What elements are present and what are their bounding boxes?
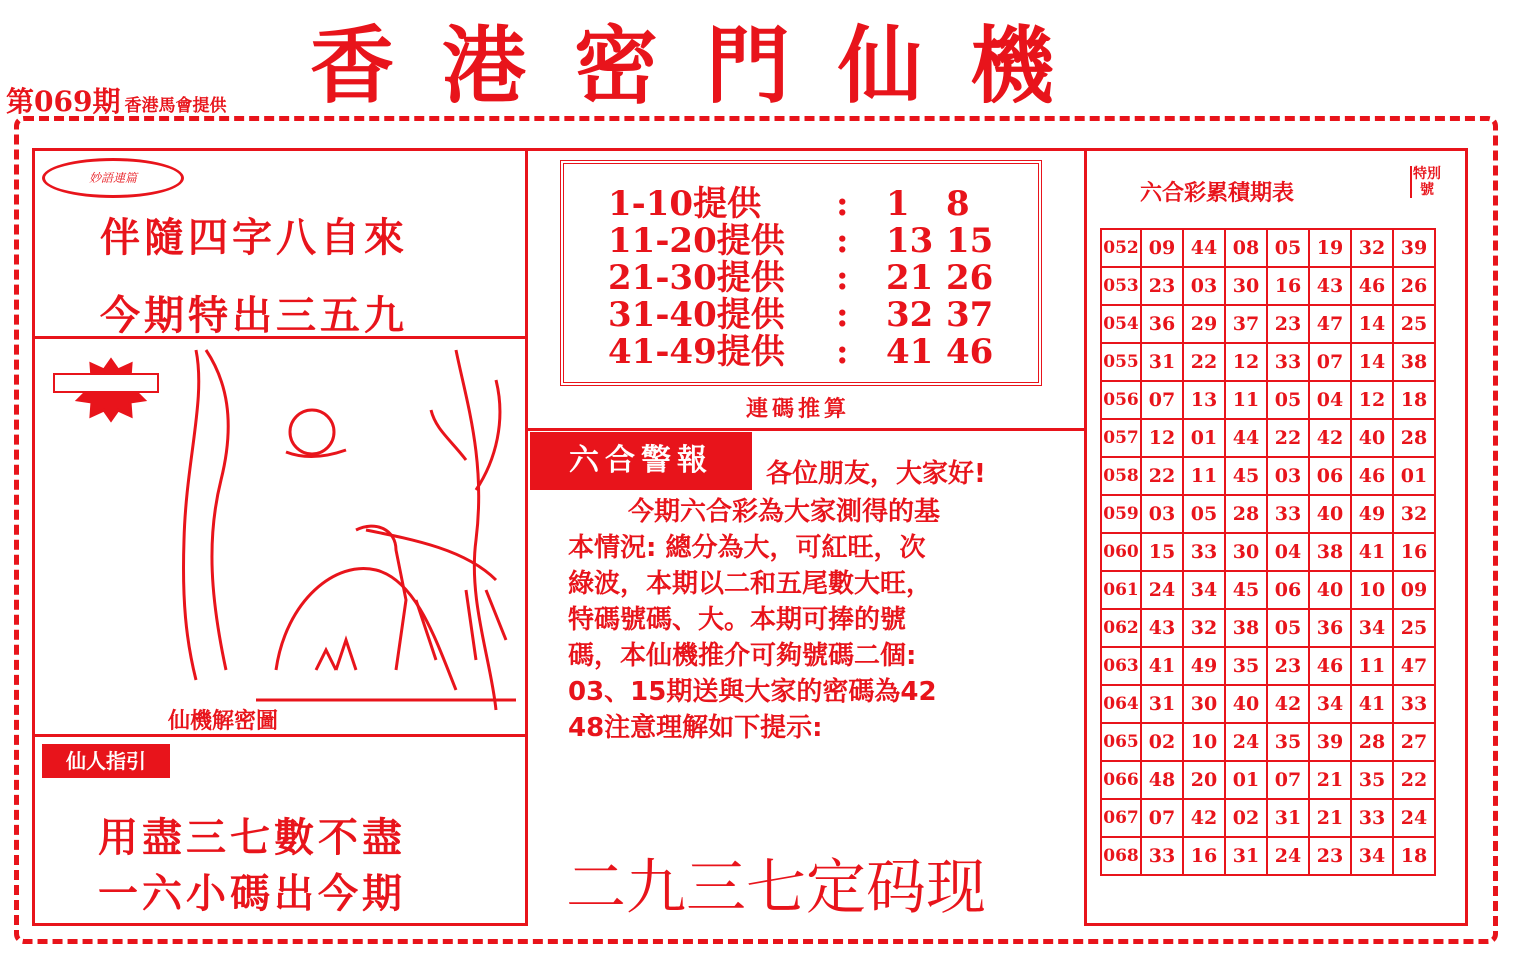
- special-label: 特別號: [1410, 166, 1442, 198]
- number-cell: 12: [1351, 381, 1393, 419]
- number-cell: 31: [1141, 685, 1183, 723]
- range-row: 1-10提供 : 1 8: [608, 184, 970, 224]
- number-cell: 22: [1141, 457, 1183, 495]
- number-cell: 36: [1309, 609, 1351, 647]
- table-row: [1101, 723, 1435, 761]
- table-row: [1101, 533, 1435, 571]
- number-cell: 34: [1351, 837, 1393, 875]
- table-row: [1101, 837, 1435, 875]
- number-cell: 23: [1267, 305, 1309, 343]
- special-number-cell: 09: [1393, 571, 1435, 609]
- special-number-cell: 24: [1393, 799, 1435, 837]
- page-title: 香港密門仙機: [310, 16, 1103, 115]
- number-cell: 07: [1141, 381, 1183, 419]
- number-cell: 01: [1225, 761, 1267, 799]
- number-cell: 12: [1225, 343, 1267, 381]
- number-cell: 19: [1309, 229, 1351, 267]
- number-cell: 33: [1183, 533, 1225, 571]
- special-number-cell: 27: [1393, 723, 1435, 761]
- verse-line-2: 今期特出三五九: [100, 293, 408, 339]
- period-cell: 066: [1101, 761, 1141, 799]
- number-cell: 41: [1141, 647, 1183, 685]
- alert-line: 今期六合彩為大家測得的基: [628, 497, 941, 527]
- number-cell: 05: [1267, 229, 1309, 267]
- special-number-cell: 25: [1393, 609, 1435, 647]
- alert-line: 綠波，本期以二和五尾數大旺，: [568, 569, 933, 599]
- number-cell: 41: [1351, 685, 1393, 723]
- table-row: [1101, 457, 1435, 495]
- special-number-cell: 32: [1393, 495, 1435, 533]
- alert-greeting: 各位朋友，大家好!: [766, 459, 986, 489]
- number-cell: 34: [1309, 685, 1351, 723]
- badge-ellipse: 妙語連篇: [42, 158, 184, 198]
- number-cell: 36: [1141, 305, 1183, 343]
- number-cell: 31: [1267, 799, 1309, 837]
- period-cell: 053: [1101, 267, 1141, 305]
- history-table: [1100, 228, 1436, 876]
- alert-line: 48注意理解如下提示:: [568, 713, 823, 743]
- special-number-cell: 22: [1393, 761, 1435, 799]
- table-row: [1101, 229, 1435, 267]
- period-cell: 061: [1101, 571, 1141, 609]
- period-cell: 054: [1101, 305, 1141, 343]
- number-cell: 07: [1141, 799, 1183, 837]
- number-cell: 09: [1141, 229, 1183, 267]
- number-cell: 28: [1351, 723, 1393, 761]
- number-cell: 20: [1183, 761, 1225, 799]
- number-cell: 39: [1309, 723, 1351, 761]
- picture-caption: 仙機解密圖: [168, 709, 279, 734]
- number-cell: 46: [1309, 647, 1351, 685]
- table-row: [1101, 647, 1435, 685]
- special-number-cell: 47: [1393, 647, 1435, 685]
- alert-line: 本情況: 總分為大，可紅旺，次: [568, 533, 926, 563]
- number-cell: 38: [1225, 609, 1267, 647]
- period-cell: 057: [1101, 419, 1141, 457]
- number-cell: 11: [1225, 381, 1267, 419]
- number-cell: 14: [1351, 343, 1393, 381]
- number-cell: 43: [1309, 267, 1351, 305]
- number-cell: 34: [1351, 609, 1393, 647]
- number-cell: 42: [1267, 685, 1309, 723]
- number-cell: 16: [1183, 837, 1225, 875]
- number-cell: 35: [1225, 647, 1267, 685]
- period-cell: 055: [1101, 343, 1141, 381]
- middle-column-border: [528, 148, 1084, 151]
- guide-tag: 仙人指引: [42, 744, 170, 778]
- number-cell: 31: [1225, 837, 1267, 875]
- period-cell: 058: [1101, 457, 1141, 495]
- special-number-cell: 01: [1393, 457, 1435, 495]
- period-cell: 052: [1101, 229, 1141, 267]
- number-cell: 02: [1141, 723, 1183, 761]
- number-cell: 05: [1267, 381, 1309, 419]
- range-row: 31-40提供 : 32 37: [608, 295, 994, 335]
- number-cell: 06: [1309, 457, 1351, 495]
- number-cell: 49: [1351, 495, 1393, 533]
- number-cell: 42: [1183, 799, 1225, 837]
- number-cell: 05: [1267, 609, 1309, 647]
- number-cell: 32: [1183, 609, 1225, 647]
- number-cell: 38: [1309, 533, 1351, 571]
- number-cell: 13: [1183, 381, 1225, 419]
- number-cell: 30: [1225, 533, 1267, 571]
- number-cell: 23: [1309, 837, 1351, 875]
- number-cell: 03: [1267, 457, 1309, 495]
- number-cell: 42: [1309, 419, 1351, 457]
- issue-number: [6, 80, 226, 120]
- number-cell: 03: [1183, 267, 1225, 305]
- number-cell: 37: [1225, 305, 1267, 343]
- number-cell: 10: [1183, 723, 1225, 761]
- period-cell: 060: [1101, 533, 1141, 571]
- number-cell: 28: [1225, 495, 1267, 533]
- range-row: 21-30提供 : 21 26: [608, 258, 994, 298]
- number-cell: 05: [1183, 495, 1225, 533]
- left-divider-bottom: [32, 734, 528, 737]
- range-row: 11-20提供 : 13 15: [608, 221, 994, 261]
- alert-line: 03、15期送與大家的密碼為42: [568, 677, 937, 707]
- number-cell: 33: [1141, 837, 1183, 875]
- special-number-cell: 28: [1393, 419, 1435, 457]
- table-row: [1101, 381, 1435, 419]
- provider-label: 香港馬會提供: [124, 96, 227, 116]
- number-cell: 16: [1267, 267, 1309, 305]
- number-cell: 08: [1225, 229, 1267, 267]
- number-cell: 29: [1183, 305, 1225, 343]
- alert-body: [568, 494, 940, 746]
- number-cell: 23: [1141, 267, 1183, 305]
- number-cell: 41: [1351, 533, 1393, 571]
- number-cell: 11: [1183, 457, 1225, 495]
- special-number-cell: 39: [1393, 229, 1435, 267]
- alert-line: 特碼號碼、大。本期可捧的號: [568, 605, 907, 635]
- period-cell: 068: [1101, 837, 1141, 875]
- number-cell: 44: [1183, 229, 1225, 267]
- number-cell: 01: [1183, 419, 1225, 457]
- table-row: [1101, 267, 1435, 305]
- table-row: [1101, 495, 1435, 533]
- middle-divider: [528, 428, 1084, 431]
- number-cell: 45: [1225, 571, 1267, 609]
- label-box: [54, 374, 158, 392]
- alert-line: 碼，本仙機推介可夠號碼二個:: [568, 641, 917, 671]
- number-cell: 04: [1267, 533, 1309, 571]
- history-title: 六合彩累積期表: [1140, 181, 1295, 206]
- number-cell: 46: [1351, 267, 1393, 305]
- number-cell: 44: [1225, 419, 1267, 457]
- number-cell: 03: [1141, 495, 1183, 533]
- number-cell: 40: [1309, 495, 1351, 533]
- verse-line-3: 用盡三七數不盡: [98, 815, 406, 861]
- big-code-line: 二九三七定码现: [566, 853, 986, 923]
- period-cell: 063: [1101, 647, 1141, 685]
- special-number-cell: 25: [1393, 305, 1435, 343]
- table-row: [1101, 305, 1435, 343]
- number-cell: 07: [1267, 761, 1309, 799]
- number-cell: 40: [1351, 419, 1393, 457]
- number-cell: 33: [1267, 343, 1309, 381]
- number-cell: 21: [1309, 761, 1351, 799]
- table-row: [1101, 609, 1435, 647]
- number-cell: 10: [1351, 571, 1393, 609]
- number-cell: 24: [1225, 723, 1267, 761]
- number-cell: 31: [1141, 343, 1183, 381]
- period-cell: 065: [1101, 723, 1141, 761]
- number-cell: 35: [1267, 723, 1309, 761]
- number-cell: 12: [1141, 419, 1183, 457]
- table-row: [1101, 799, 1435, 837]
- table-row: [1101, 571, 1435, 609]
- number-cell: 40: [1225, 685, 1267, 723]
- period-cell: 059: [1101, 495, 1141, 533]
- alert-tag: 六合警報: [530, 432, 752, 490]
- table-row: [1101, 343, 1435, 381]
- number-cell: 48: [1141, 761, 1183, 799]
- verse-line-1: 伴隨四字八自來: [100, 215, 408, 261]
- number-cell: 14: [1351, 305, 1393, 343]
- number-cell: 45: [1225, 457, 1267, 495]
- riddle-picture: [36, 340, 524, 732]
- number-cell: 24: [1141, 571, 1183, 609]
- period-cell: 062: [1101, 609, 1141, 647]
- number-cell: 30: [1225, 267, 1267, 305]
- number-cell: 23: [1267, 647, 1309, 685]
- period-cell: 067: [1101, 799, 1141, 837]
- table-row: [1101, 685, 1435, 723]
- number-cell: 07: [1309, 343, 1351, 381]
- number-cell: 33: [1351, 799, 1393, 837]
- number-cell: 30: [1183, 685, 1225, 723]
- special-number-cell: 18: [1393, 837, 1435, 875]
- special-number-cell: 33: [1393, 685, 1435, 723]
- number-cell: 22: [1183, 343, 1225, 381]
- number-cell: 46: [1351, 457, 1393, 495]
- number-cell: 21: [1309, 799, 1351, 837]
- number-cell: 11: [1351, 647, 1393, 685]
- number-cell: 49: [1183, 647, 1225, 685]
- number-cell: 40: [1309, 571, 1351, 609]
- table-row: [1101, 419, 1435, 457]
- number-cell: 04: [1309, 381, 1351, 419]
- number-cell: 32: [1351, 229, 1393, 267]
- number-cell: 06: [1267, 571, 1309, 609]
- period-cell: 056: [1101, 381, 1141, 419]
- number-cell: 24: [1267, 837, 1309, 875]
- number-cell: 34: [1183, 571, 1225, 609]
- number-cell: 43: [1141, 609, 1183, 647]
- number-cell: 22: [1267, 419, 1309, 457]
- number-cell: 47: [1309, 305, 1351, 343]
- special-number-cell: 18: [1393, 381, 1435, 419]
- table-row: [1101, 761, 1435, 799]
- special-number-cell: 16: [1393, 533, 1435, 571]
- range-caption: 連碼推算: [746, 397, 851, 422]
- special-number-cell: 38: [1393, 343, 1435, 381]
- range-list: [608, 186, 993, 371]
- issue-label: 第069期: [6, 85, 121, 118]
- special-number-cell: 26: [1393, 267, 1435, 305]
- number-cell: 15: [1141, 533, 1183, 571]
- number-cell: 35: [1351, 761, 1393, 799]
- period-cell: 064: [1101, 685, 1141, 723]
- number-cell: 02: [1225, 799, 1267, 837]
- range-row: 41-49提供 : 41 46: [608, 332, 994, 372]
- number-cell: 33: [1267, 495, 1309, 533]
- verse-line-4: 一六小碼出今期: [98, 871, 406, 917]
